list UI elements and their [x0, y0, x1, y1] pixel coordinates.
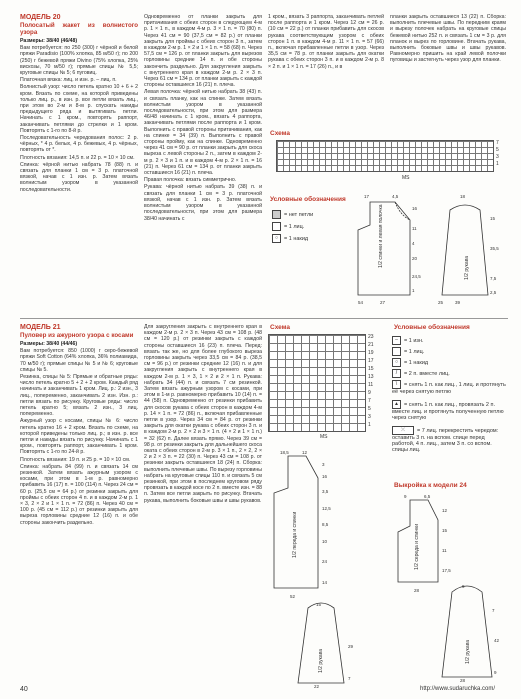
- pattern20-num-7: 1: [412, 288, 415, 293]
- pattern21-num-1: 12: [302, 450, 308, 455]
- legend21-item-yo: ○ = 1 накид: [392, 358, 508, 367]
- knit-icon: [272, 222, 281, 231]
- pattern20-num-16: 2,5: [490, 290, 497, 295]
- model20-sizes: Размеры: 38/40 (46/48): [20, 38, 78, 44]
- no-stitch-icon: [272, 210, 281, 219]
- model24-front-label: 1/2 середа и спинки: [414, 523, 420, 570]
- model24-num-11: 28: [460, 678, 466, 682]
- legend21-item-ssk: \ = снять 1 п. как лиц., 1 лиц. и протянуть её через снятую петлю: [392, 381, 506, 395]
- pattern21-num-14: 7: [348, 676, 351, 681]
- scheme21-row-23: 23: [368, 334, 374, 340]
- scheme21-grid: [268, 334, 366, 432]
- k2tog-icon: /: [392, 369, 401, 378]
- scheme21-row-1: 1: [368, 422, 371, 428]
- pattern21-num-13: 22: [314, 684, 320, 688]
- model20-sleeves: Рукава: чёрной нитью набрать 39 (38) п. и связать для планки 1 см = 3 р. платочной вязкой, начав с 1 изн. р. Затем вязать волнистым узором в указанной последовательности, при этом для размера 38/40 начинать с: [144, 184, 262, 222]
- yarn-over-icon: ○: [272, 234, 281, 243]
- pattern20-num-14: 7,5: [490, 276, 497, 281]
- purl-icon: –: [392, 336, 401, 345]
- site-watermark: http://www.sudaruchka.com/: [420, 686, 496, 692]
- scheme21-row-7: 7: [368, 398, 371, 404]
- page-number: 40: [20, 686, 28, 693]
- model24-num-9: 42: [494, 638, 500, 643]
- model20-stitch-garter: Платочная вязка: лиц. и изн. р. – лиц. п.: [20, 77, 117, 84]
- pattern20-body-outline: [358, 202, 410, 295]
- model24-num-2: 12: [442, 508, 448, 513]
- scheme21-ms: MS: [320, 434, 328, 440]
- legend21-item-k2tog: / = 2 п. вместе лиц.: [392, 369, 508, 378]
- knit-icon: [392, 347, 401, 356]
- model21-column-1: [20, 324, 138, 679]
- model21-density: Плотность вязания: 19 п. и 25 р. = 10 × 10 см.: [20, 456, 131, 463]
- pattern20-num-11: 18: [460, 194, 466, 199]
- model20-title: МОДЕЛЬ 20: [20, 14, 61, 21]
- model24-num-6: 9: [462, 584, 465, 589]
- pattern20-num-5: 20: [412, 256, 418, 261]
- pattern20-num-12: 35,5: [490, 246, 499, 251]
- pattern21-num-8: 24: [322, 559, 328, 564]
- legend20-item-knit: = 1 лиц.: [272, 222, 304, 231]
- scheme21-row-3: 3: [368, 414, 371, 420]
- model20-stitch-wave: Волнистый узор: число петель кратно 10 + 6 + 2 кром. Вязать по схеме, на которой приведены только лиц. р., в изн. р. все петли вязать лиц., при этом во 2-м и 8-м р. спускать накиды предыдущего ряда и вытягивать петли. Начинать с 1 кром., повторять раппорт, заканчивать петлями до стрелки и 1 кром. Повторять с 1-го по 8-й р.: [20, 84, 138, 134]
- model20-column-2: [144, 14, 262, 304]
- pattern21-num-4: 3,5: [322, 489, 329, 494]
- model20-back-cont: Одновременно от планки закрыть для притачивания с обеих сторон в следующем 4-м р. 1 × 1 п., в каждом 4-м р. 3 × 1 п. = 70 (80) п. Через 41 см = 90 (37,5 см = 82 р.) от планки закрыть для проймы с обеих сторон 3 п., затем в каждом 2-м р. 1 × 2 и 1 × 1 п. = 58 (68) п. Через 57,5 см = 126 р. от планки закрыть для вырезов горловины средние 14 п. и обе стороны закончить раздельно. Для закругления закрыть с внутреннего края в каждом 2-м р. 2 × 3 п. Через 61 см = 134 р. от планки закрыть с каждой стороны оставшиеся 16 (21) п. плеча.: [144, 14, 262, 89]
- model20-left-front: Левая полочка: чёрной нитью набрать 38 (43) п. и связать планку, как на спинке. Затем вязать волнистым узором в указанной последовательности, при этом для размера 46/48 начинать с 1 кром., вязать 4 раппорта, заканчивать петлями после раппорта и 1 кром. Выполнить с правой стороны притачивания, как на спинке = 34 (39) п. Выполнить с правой стороны пройму, как на спинке. Одновременно через 41 см = 90 р. от планки закрыть для скоса выреза с левой стороны 2 п., затем в каждом 2-м р. 2 × 3 и 1 п. и в каждом 4-м р. 2 × 1 п. = 16 (21) п. Через 61 см = 134 р. от планки закрыть оставшиеся 16 (21) п. плеча.: [144, 89, 262, 177]
- pattern20-num-0: 17: [364, 194, 370, 199]
- pattern20-num-1: 4,5: [392, 194, 399, 199]
- pattern21-num-9: 14: [322, 580, 328, 585]
- pattern20-num-3: 11: [412, 226, 417, 231]
- scheme21-row-5: 5: [368, 406, 371, 412]
- model24-num-1: 6,5: [424, 494, 431, 499]
- model21-subtitle: Пуловер из ажурного узора с косами: [20, 332, 134, 339]
- model24-sleeve-label: 1/2 рукава: [465, 639, 471, 664]
- pattern21-diagram: [266, 448, 376, 688]
- model24-num-5: 17,5: [442, 568, 451, 573]
- pattern20-num-8: 27: [380, 300, 386, 305]
- section-divider: [20, 318, 508, 319]
- model20-right-front: Правая полочка: вязать симметрично.: [144, 177, 237, 184]
- legend21-item-cable: ⤫ = 7 лиц. перекрестить чередом: оставить 3 п. на вспом. спице перед работой, 4 п. лиц., затем 3 п. со вспом. спицы лиц.: [392, 427, 499, 453]
- scheme21-row-13: 13: [368, 374, 374, 380]
- legend21-title: Условные обозначения: [394, 324, 470, 331]
- legend21-item-sk2p: ▲ = снять 1 п. как лиц., провязать 2 п. вместе лиц. и протянуть полученную петлю через снятую: [392, 401, 504, 421]
- model20-sleeves-cont: 1 кром., вязать 3 раппорта, заканчивать петлей после раппорта и 1 кром. Через 12 см = 26 р. (10 см = 22 р.) от планки прибавить для скосов рукава соответствующим узором с обеих сторон 1 п. в каждом 4-м р. 11 × 1 п. = 57 (66) п., включая прибавленные петли в узор. Через 35,5 см = 78 р. от планки закрыть для окатки рукава с обеих сторон 3 п. и в каждом 2-м р. 8 × 2 п. и 1 × 1 п. = 17 (26) п., и в: [268, 14, 384, 70]
- model21-back: Спинка: набрать 84 (99) п. и связать 14 см резинкой. Затем вязать ажурным узором с косами, при этом в 1-м р. равномерно прибавить 16 (17) п. = 100 (114) п. Через 24 см = 60 р. (25,5 см = 64 р.) от резинки закрыть для проймы с обеих сторон 4 п. и в каждом 2-м р. 1 × 3, 2 × 2 и 1 × 1 п. = 72 (86) п. Через 40 см = 100 р. (45 см = 112 р.) от резинки закрыть для выреза горловины средние 12 (16) п. и обе стороны закончить раздельно.: [20, 463, 138, 526]
- pattern20-num-13: 15: [490, 216, 496, 221]
- pattern21-num-6: 8,5: [322, 522, 329, 527]
- pattern21-num-12: 29: [348, 644, 354, 649]
- yarn-over-icon: ○: [392, 358, 401, 367]
- scheme20-row-7: 7: [496, 140, 499, 146]
- pattern21-num-7: 10: [322, 539, 328, 544]
- model24-num-0: 9: [404, 494, 407, 499]
- pattern21-num-0: 18,5: [280, 450, 289, 455]
- scheme21-row-17: 17: [368, 358, 374, 364]
- model24-num-7: 7: [492, 608, 495, 613]
- pattern20-sleeve-outline: [442, 205, 488, 295]
- scheme21-title: Схема: [270, 324, 291, 331]
- pattern20-num-4: 4: [412, 241, 415, 246]
- pattern21-sleeve-label: 1/2 рукава: [318, 648, 324, 673]
- legend20-title: Условные обозначения: [270, 196, 346, 203]
- pattern21-num-3: 16: [322, 474, 328, 479]
- model24-num-10: 9: [494, 670, 497, 675]
- pattern20-num-9: 54: [358, 300, 364, 305]
- scheme21-row-21: 21: [368, 342, 374, 348]
- model21-rib: Резинка, спицы № 5: Прямые и обратные ряды: число петель кратно 5 + 2 + 2 кром. Каждый ряд начинать и заканчивать 1 кром. Лиц. р.: 2 изн., 3 лиц., попеременно, заканчивать 2 изн. Изн. р.: петли вязать по рисунку. Круговые ряды: число петель кратно 5; вязать 2 изн., 3 лиц. попеременно.: [20, 374, 138, 418]
- model20-subtitle: Полосатый жакет из волнистого узора: [20, 22, 138, 36]
- legend21-item-knit: = 1 лиц.: [392, 347, 508, 356]
- legend20-item-yo: ○ = 1 накид: [272, 234, 308, 243]
- scheme20-row-5: 5: [496, 147, 499, 153]
- legend20-item-no-stitch: = нет петли: [272, 210, 313, 219]
- pattern21-front-label: 1/2 переда и спинки: [292, 511, 298, 558]
- pattern21-num-10: 52: [290, 594, 296, 599]
- pattern20-num-6: 24,5: [412, 274, 421, 279]
- scheme20-ms: MS: [402, 175, 410, 181]
- sk2p-icon: ▲: [392, 400, 401, 409]
- pattern20-front-label: 1/2 спинки и левая полочка: [378, 204, 384, 268]
- model24-num-3: 15: [442, 528, 448, 533]
- model24-num-8: 28: [414, 588, 420, 593]
- scheme21-row-19: 19: [368, 350, 374, 356]
- model20-back: Спинка: чёрной нитью набрать 78 (88) п. и связать для планки 1 см = 3 р. платочной вязкой, начав с 1 изн. р. Затем вязать волнистым узором в указанной последовательности.: [20, 161, 138, 193]
- scheme21-row-9: 9: [368, 390, 371, 396]
- pattern21-num-2: 3: [322, 462, 325, 467]
- pattern21-num-5: 12,5: [322, 506, 331, 511]
- pattern20-num-15: 25: [438, 300, 444, 305]
- cable-icon: ⤫: [392, 426, 414, 435]
- scheme20-grid: [276, 140, 494, 172]
- pattern20-diagram: [340, 190, 512, 310]
- model24-title: Выкройка к модели 24: [394, 482, 467, 489]
- pattern20-num-2: 16: [412, 206, 418, 211]
- scheme20-row-1: 1: [496, 161, 499, 167]
- model20-column-1: [20, 14, 138, 256]
- legend21-item-purl: – = 1 изн.: [392, 336, 508, 345]
- model21-title: МОДЕЛЬ 21: [20, 324, 61, 331]
- model21-sizes: Размеры: 38/40 (44/46): [20, 341, 78, 347]
- model20-column-3: [268, 14, 384, 106]
- scheme21-row-15: 15: [368, 366, 374, 372]
- pattern20-sleeve-label: 1/2 рукава: [464, 255, 470, 280]
- model20-density: Плотность вязания: 14,5 п. и 22 р. = 10 × 10 см.: [20, 154, 135, 161]
- ssk-icon: \: [392, 380, 401, 389]
- pattern20-num-10: 39: [455, 300, 461, 305]
- model20-assembly: планки закрыть оставшиеся 13 (22) п. Сборка: выполнить плечевые швы. По передним краям и вырезу полочек набрать на круговые спицы бежевой нитью 252 п. и связать 1 см = 3 р. для планок и вырез по горловине. Втачать рукава, выполнить боковые швы и швы рукавов. Равномерно пришить на край левой полочки пуговицы и застегнуть через узор для планки.: [390, 14, 506, 64]
- scheme20-row-3: 3: [496, 154, 499, 160]
- model20-column-4: [390, 14, 506, 106]
- scheme20-title: Схема: [270, 130, 291, 137]
- model21-column-2: [144, 324, 262, 679]
- model20-stripe-sequence: Последовательность чередования полос: 2 р. чёрных, * 4 р. белых, 4 р. бежевых, 4 р. чёрных, повторять от *.: [20, 135, 138, 154]
- model24-diagram: [392, 492, 512, 682]
- model21-lace: Ажурный узор с косами, спицы № 6: число петель кратно 16 + 2 кром. Вязать по схеме, на которой приведены только лиц. р.; в изн. р. все петли и накиды вязать по рисунку. Начинать с 1 кром., повторять раппорт, заканчивать 1 кром. Повторять с 1-го по 24-й р.: [20, 418, 138, 456]
- model20-materials: Вам потребуется: по 250 (300) г чёрной и белой пряжи Paradisio (100% хлопка, 85 м/50 г); по 200 (250) г бежевой пряжи Divino (75% хлопка, 25% вискозы, 70 м/50 г); прямые спицы № 5,5; круговые спицы № 5; 6 пуговиц.: [20, 45, 138, 77]
- model21-front-sleeves-assembly: Для закругления закрыть с внутреннего края в каждом 2-м р. 2 × 3 п. Через 43 см = 108 р. (48 см = 120 р.) от резинки закрыть с каждой стороны оставшиеся 16 (23) п. плеча. Перед: вязать так же, но для более глубокого выреза горловины закрыть через 33,5 см = 84 р. (38,5 см = 96 р.) от резинки средние 12 (16) п. и для закругления закрыть с внутреннего края в каждом 2-м р. 1 × 3, 1 × 2 и 2 × 1 п. Рукава: набрать 34 (44) п. и связать 7 см резинкой. Затем вязать ажурным узором с косами, при этом в 1-м р. равномерно прибавить 10 (14) п. = 44 (58) п. Одновременно от резинки прибавить для скосов рукава с обеих сторон в каждом 4-м р. 14 × 1 п. = 72 (86) п., включая прибавленные петли в узор. Через 34 см = 84 р. от резинки закрыть для окатки рукава с обеих сторон 3 п. и в каждом 2-м р. 2 × 2 и 3 × 1 п. (4 × 2 и 1 × 1 п.) = 32 (62) п. Далее вязать прямо. Через 39 см = 98 р. от резинки закрыть для дальнейшего скоса оката с обеих сторон в 2-м р. 3 × 1 п., 2 × 2, 2 × 2 и 2 × 3 п. = 22 (30) п. Через 43 см = 108 р. от резинки закрыть оставшиеся 18 (24) п. Сборка: выполнить плечевые швы. По вырезу горловины набрать на круговые спицы 110 п. и связать 5 см резинкой, при этом в последнем круговом ряду провязать в каждой косе по 2 п. вместе изн. = 88 п. Затем все петли закрыть по рисунку. Втачать рукава, выполнить боковые швы и швы рукавов.: [144, 324, 262, 504]
- scheme21-row-11: 11: [368, 382, 374, 388]
- model21-materials: Вам потребуется: 850 (1000) г серо-бежевой пряжи Soft Cotton (64% хлопка, 36% полиамида, 70 м/50 г); прямые спицы № 5 и № 6; круговые спицы № 5.: [20, 348, 138, 373]
- model24-num-4: 11: [442, 548, 447, 553]
- pattern21-num-11: 15: [316, 602, 322, 607]
